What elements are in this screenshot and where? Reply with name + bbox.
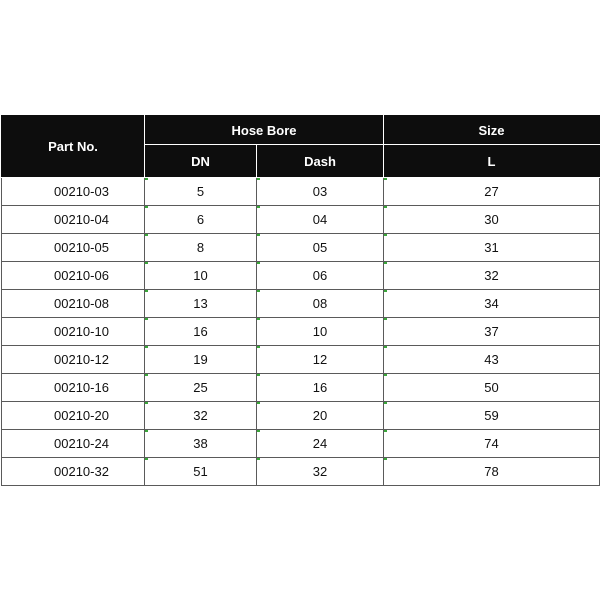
l-cell: [384, 402, 600, 430]
l-cell-text: 78: [484, 464, 499, 479]
l-cell: [384, 430, 600, 458]
part-no-cell: 00210-05: [2, 234, 145, 262]
dn-cell-text: 10: [193, 268, 208, 283]
dn-cell-text: 6: [196, 212, 205, 227]
cell-corner-mark: [384, 178, 387, 180]
l-cell-text: 59: [484, 408, 499, 423]
l-cell-text: 34: [484, 296, 499, 311]
dn-cell: [145, 346, 257, 374]
l-cell-text: 27: [484, 184, 499, 199]
part-no-cell: 00210-04: [2, 206, 145, 234]
cell-corner-mark: [257, 374, 260, 376]
l-cell-text: 43: [484, 352, 499, 367]
dn-cell-text: 8: [196, 240, 205, 255]
size-header: Size: [384, 116, 600, 145]
cell-corner-mark: [384, 262, 387, 264]
dn-cell-text: 13: [193, 296, 208, 311]
dash-cell-text: 10: [312, 324, 328, 339]
l-cell-text: 30: [484, 212, 499, 227]
table-row: [2, 458, 600, 486]
part-no-cell: 00210-08: [2, 290, 145, 318]
dn-cell-text: 38: [193, 436, 208, 451]
cell-corner-mark: [257, 178, 260, 180]
dn-cell: [145, 430, 257, 458]
table-row: [2, 374, 600, 402]
cell-corner-mark: [145, 430, 148, 432]
l-cell-text: 31: [484, 240, 499, 255]
dn-cell: [145, 234, 257, 262]
dash-header: Dash: [257, 145, 384, 178]
cell-corner-mark: [384, 290, 387, 292]
cell-corner-mark: [384, 234, 387, 236]
dash-cell-text: 16: [312, 380, 328, 395]
part-no-cell: 00210-06: [2, 262, 145, 290]
dash-cell-text: 08: [312, 296, 328, 311]
table-row: [2, 346, 600, 374]
table-row: [2, 234, 600, 262]
spec-table: [1, 115, 600, 486]
cell-corner-mark: [257, 290, 260, 292]
part-no-cell: 00210-24: [2, 430, 145, 458]
dn-cell-text: 19: [193, 352, 208, 367]
dn-cell: [145, 262, 257, 290]
dash-cell: [257, 374, 384, 402]
dn-cell-text: 32: [193, 408, 208, 423]
dn-cell: [145, 402, 257, 430]
table-row: [2, 178, 600, 206]
table-row: [2, 318, 600, 346]
l-cell: [384, 290, 600, 318]
header-row-1: [2, 116, 600, 145]
cell-corner-mark: [145, 402, 148, 404]
cell-corner-mark: [384, 374, 387, 376]
part-no-cell: 00210-10: [2, 318, 145, 346]
table-row: [2, 262, 600, 290]
dn-cell: [145, 206, 257, 234]
dn-cell: [145, 178, 257, 206]
l-cell: [384, 458, 600, 486]
dash-cell: [257, 206, 384, 234]
dn-cell-text: 5: [196, 184, 205, 199]
cell-corner-mark: [257, 318, 260, 320]
dash-cell-text: 03: [312, 184, 328, 199]
part-no-cell: 00210-20: [2, 402, 145, 430]
cell-corner-mark: [384, 206, 387, 208]
l-header: L: [384, 145, 600, 178]
cell-corner-mark: [145, 234, 148, 236]
table-header: [2, 116, 600, 178]
part-no-cell: 00210-03: [2, 178, 145, 206]
l-cell: [384, 178, 600, 206]
dash-cell: [257, 458, 384, 486]
l-cell-text: 50: [484, 380, 499, 395]
dash-cell-text: 20: [312, 408, 328, 423]
cell-corner-mark: [257, 234, 260, 236]
table-row: [2, 290, 600, 318]
part-no-cell: 00210-12: [2, 346, 145, 374]
cell-corner-mark: [145, 346, 148, 348]
dash-cell: [257, 346, 384, 374]
l-cell-text: 32: [484, 268, 499, 283]
l-cell-text: 37: [484, 324, 499, 339]
l-cell: [384, 318, 600, 346]
dn-cell-text: 16: [193, 324, 208, 339]
cell-corner-mark: [145, 318, 148, 320]
dash-cell-text: 04: [312, 212, 328, 227]
table-row: [2, 430, 600, 458]
dash-cell: [257, 318, 384, 346]
cell-corner-mark: [384, 346, 387, 348]
dn-cell-text: 25: [193, 380, 208, 395]
dash-cell: [257, 290, 384, 318]
cell-corner-mark: [257, 262, 260, 264]
table-row: [2, 402, 600, 430]
dash-cell-text: 32: [312, 464, 328, 479]
cell-corner-mark: [384, 402, 387, 404]
cell-corner-mark: [145, 458, 148, 460]
l-cell: [384, 374, 600, 402]
dash-cell: [257, 178, 384, 206]
cell-corner-mark: [257, 206, 260, 208]
dash-cell-text: 06: [312, 268, 328, 283]
cell-corner-mark: [257, 458, 260, 460]
dn-header: DN: [145, 145, 257, 178]
dash-cell-text: 05: [312, 240, 328, 255]
dash-cell: [257, 234, 384, 262]
dn-cell-text: 51: [193, 464, 208, 479]
dash-cell: [257, 430, 384, 458]
cell-corner-mark: [145, 374, 148, 376]
hose-bore-header: Hose Bore: [145, 116, 384, 145]
cell-corner-mark: [257, 346, 260, 348]
dn-cell: [145, 374, 257, 402]
part-no-cell: 00210-32: [2, 458, 145, 486]
l-cell-text: 74: [484, 436, 499, 451]
dn-cell: [145, 290, 257, 318]
l-cell: [384, 346, 600, 374]
dn-cell: [145, 458, 257, 486]
part-no-cell: 00210-16: [2, 374, 145, 402]
table-row: [2, 206, 600, 234]
dash-cell-text: 24: [312, 436, 328, 451]
cell-corner-mark: [145, 206, 148, 208]
cell-corner-mark: [145, 290, 148, 292]
dn-cell: [145, 318, 257, 346]
cell-corner-mark: [384, 430, 387, 432]
part-no-header: Part No.: [2, 116, 145, 178]
dash-cell: [257, 402, 384, 430]
cell-corner-mark: [145, 262, 148, 264]
cell-corner-mark: [145, 178, 148, 180]
cell-corner-mark: [384, 318, 387, 320]
cell-corner-mark: [384, 458, 387, 460]
l-cell: [384, 262, 600, 290]
dash-cell-text: 12: [312, 352, 328, 367]
cell-corner-mark: [257, 430, 260, 432]
dash-cell: [257, 262, 384, 290]
table-body: [2, 178, 600, 486]
cell-corner-mark: [257, 402, 260, 404]
l-cell: [384, 234, 600, 262]
l-cell: [384, 206, 600, 234]
